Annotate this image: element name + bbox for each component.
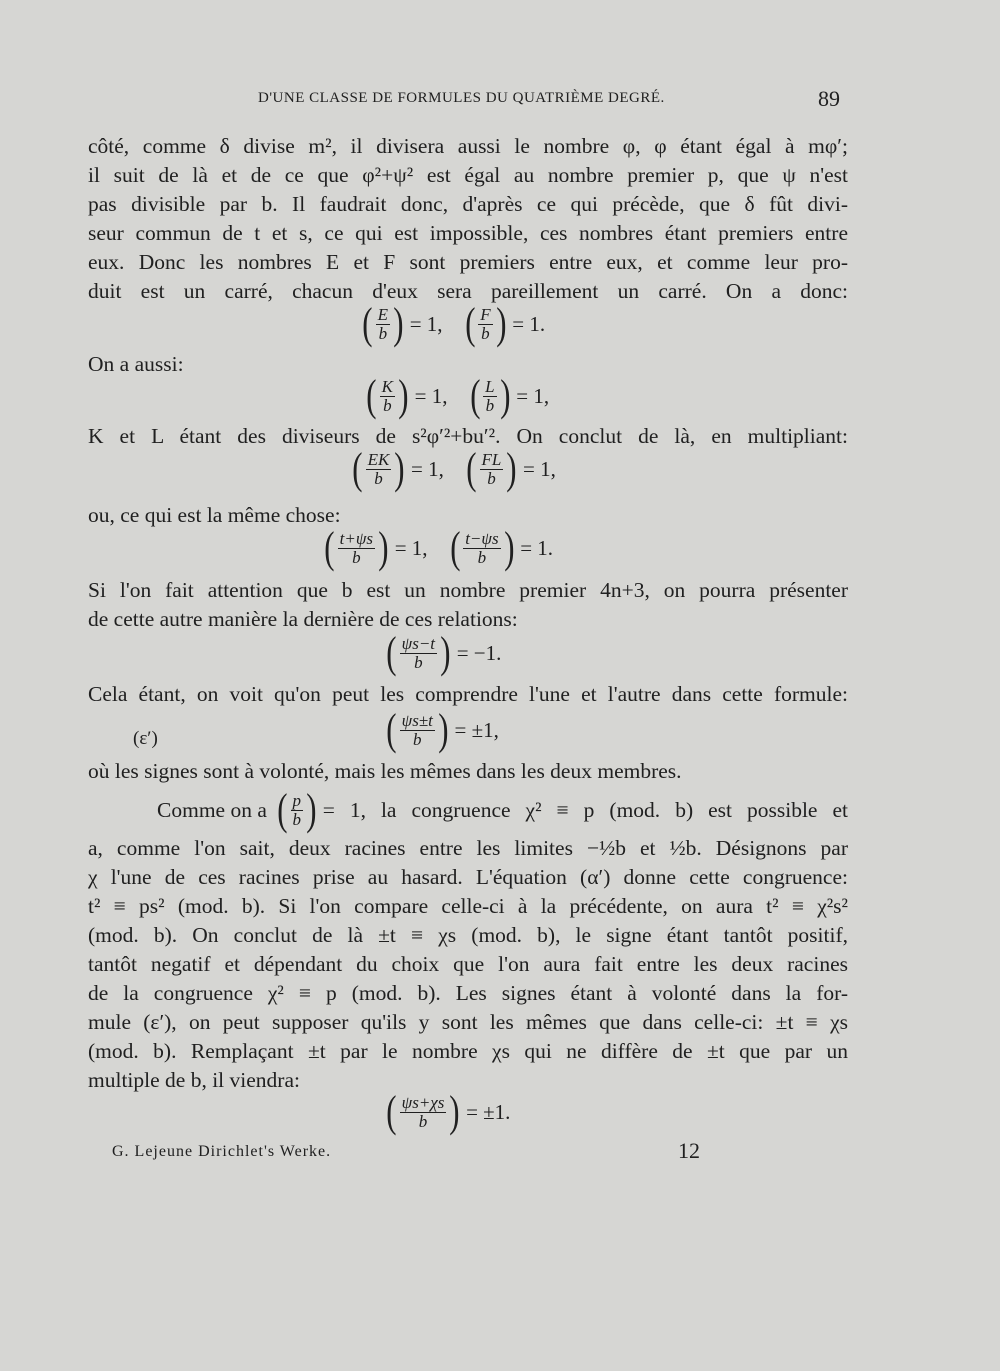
text-line: pas divisible par b. Il faudrait donc, d'après ce qui précède, que δ fût divi- [88, 192, 848, 216]
fraction-numerator: FL [481, 449, 502, 469]
fraction-numerator: K [381, 376, 393, 396]
equation-rhs: = ±1, [454, 717, 499, 742]
fraction-numerator: t+ψs [339, 528, 374, 548]
fraction-numerator: E [377, 304, 389, 324]
fraction-numerator: p [292, 790, 302, 810]
text-line: χ l'une de ces racines prise au hasard. L'équation (α′) donne cette congruence: [88, 865, 848, 889]
equation-rhs: = 1. [520, 535, 554, 560]
text-line: On a aussi: [88, 352, 184, 376]
text-line: il suit de là et de ce que φ²+ψ² est égal au nombre premier p, que ψ n'est [88, 163, 848, 187]
text-line: eux. Donc les nombres E et F sont premiers entre eux, et comme leur pro- [88, 250, 848, 274]
fraction-denominator: b [374, 468, 383, 488]
fraction-denominator: b [292, 809, 302, 829]
fraction-numerator: F [480, 304, 491, 324]
footer-signature: 12 [678, 1138, 700, 1163]
fraction-denominator: b [383, 395, 392, 415]
equation-rhs: = 1, [394, 535, 428, 560]
text-line: seur commun de t et s, ce qui est impossible, ces nombres étant premiers entre [88, 221, 848, 245]
equation-e6: ( $\frac{\psi s\pm t}{b}$ ) = ±1, [386, 705, 499, 754]
equation-rhs: = 1, [516, 383, 550, 408]
fraction-denominator: b [481, 323, 490, 343]
fraction-denominator: b [487, 468, 496, 488]
equation-rhs: = 1, [414, 383, 448, 408]
equation-e1: ( $\frac{E}{b}$ ) = 1, ( $\frac{F}{b}$ ) = 1. [362, 299, 546, 348]
fraction-denominator: b [414, 652, 423, 672]
equation-label: (ε′) [133, 728, 158, 749]
fraction-denominator: b [418, 1111, 428, 1131]
running-title: D'UNE CLASSE DE FORMULES DU QUATRIÈME DEGRÉ. [258, 90, 665, 106]
fraction-numerator: ψs±t [401, 710, 433, 730]
fraction-numerator: ψs−t [401, 633, 436, 653]
footer-collection: G. Lejeune Dirichlet's Werke. [112, 1143, 332, 1160]
text-line: mule (ε′), on peut supposer qu'ils y sont les mêmes que dans celle-ci: ±t ≡ χs [88, 1010, 848, 1034]
fraction-numerator: ψs+χs [401, 1092, 445, 1112]
equation-rhs: = 1, [409, 311, 443, 336]
text-line: (mod. b). Remplaçant ±t par le nombre χs qui ne diffère de ±t que par un [88, 1039, 848, 1063]
comme-line: Comme on a ( $\frac{p}{b}$ ) = 1, la congruence χ² ≡ p (mod. b) est possible et [157, 785, 848, 834]
equation-e2: ( $\frac{K}{b}$ ) = 1, ( $\frac{L}{b}$ ) = 1, [366, 371, 550, 420]
equation-e3: ( $\frac{EK}{b}$ ) = 1, ( $\frac{FL}{b}$ ) = 1, [352, 444, 556, 493]
text-line: Si l'on fait attention que b est un nombre premier 4n+3, on pourra présenter [88, 578, 848, 602]
equation-e5: ( $\frac{\psi s-t}{b}$ ) = −1. [386, 628, 502, 677]
page-header [0, 86, 1000, 120]
fraction-denominator: b [477, 547, 487, 567]
equation-rhs: = −1. [456, 640, 502, 665]
comme-after: = 1, la congruence χ² ≡ p (mod. b) est possible et [322, 797, 848, 822]
fraction-denominator: b [378, 323, 388, 343]
text-line: de la congruence χ² ≡ p (mod. b). Les signes étant à volonté dans la for- [88, 981, 848, 1005]
text-line: a, comme l'on sait, deux racines entre les limites −½b et ½b. Désignons par [88, 836, 848, 860]
text-line: (mod. b). On conclut de là ±t ≡ χs (mod. b), le signe étant tantôt positif, [88, 923, 848, 947]
text-line: ou, ce qui est la même chose: [88, 503, 341, 527]
text-line: côté, comme δ divise m², il divisera aussi le nombre φ, φ étant égal à mφ′; [88, 134, 848, 158]
text-line: multiple de b, il viendra: [88, 1068, 300, 1092]
text-line: duit est un carré, chacun d'eux sera pareillement un carré. On a donc: [88, 279, 848, 303]
equation-e4: ( $\frac{t+\psi s}{b}$ ) = 1, ( $\frac{t-\psi s}{b}$ ) = 1. [324, 523, 554, 572]
fraction-numerator: EK [367, 449, 390, 469]
fraction-denominator: b [352, 547, 361, 567]
fraction-denominator: b [485, 395, 495, 415]
text-line: K et L étant des diviseurs de s²φ′²+bu′². On conclut de là, en multipliant: [88, 424, 848, 448]
text-line: de cette autre manière la dernière de ces relations: [88, 607, 518, 631]
equation-rhs: = ±1. [466, 1099, 511, 1124]
text-line: Cela étant, on voit qu'on peut les comprendre l'une et l'autre dans cette formule: [88, 682, 848, 706]
fraction-denominator: b [413, 729, 422, 749]
equation-rhs: = 1, [523, 456, 556, 481]
equation-rhs: = 1, [411, 456, 444, 481]
page-number: 89 [818, 86, 840, 111]
text-line: où les signes sont à volonté, mais les mêmes dans les deux membres. [88, 759, 682, 783]
equation-rhs: = 1. [512, 311, 546, 336]
text-line: tantôt negatif et dépendant du choix que l'on aura fait entre les deux racines [88, 952, 848, 976]
fraction-numerator: L [485, 376, 495, 396]
text-line: t² ≡ ps² (mod. b). Si l'on compare celle-ci à la précédente, on aura t² ≡ χ²s² [88, 894, 848, 918]
comme-before: Comme on a [157, 797, 267, 822]
fraction-numerator: t−ψs [465, 528, 499, 548]
equation-e7: ( $\frac{\psi s+\chi s}{b}$ ) = ±1. [386, 1087, 511, 1136]
